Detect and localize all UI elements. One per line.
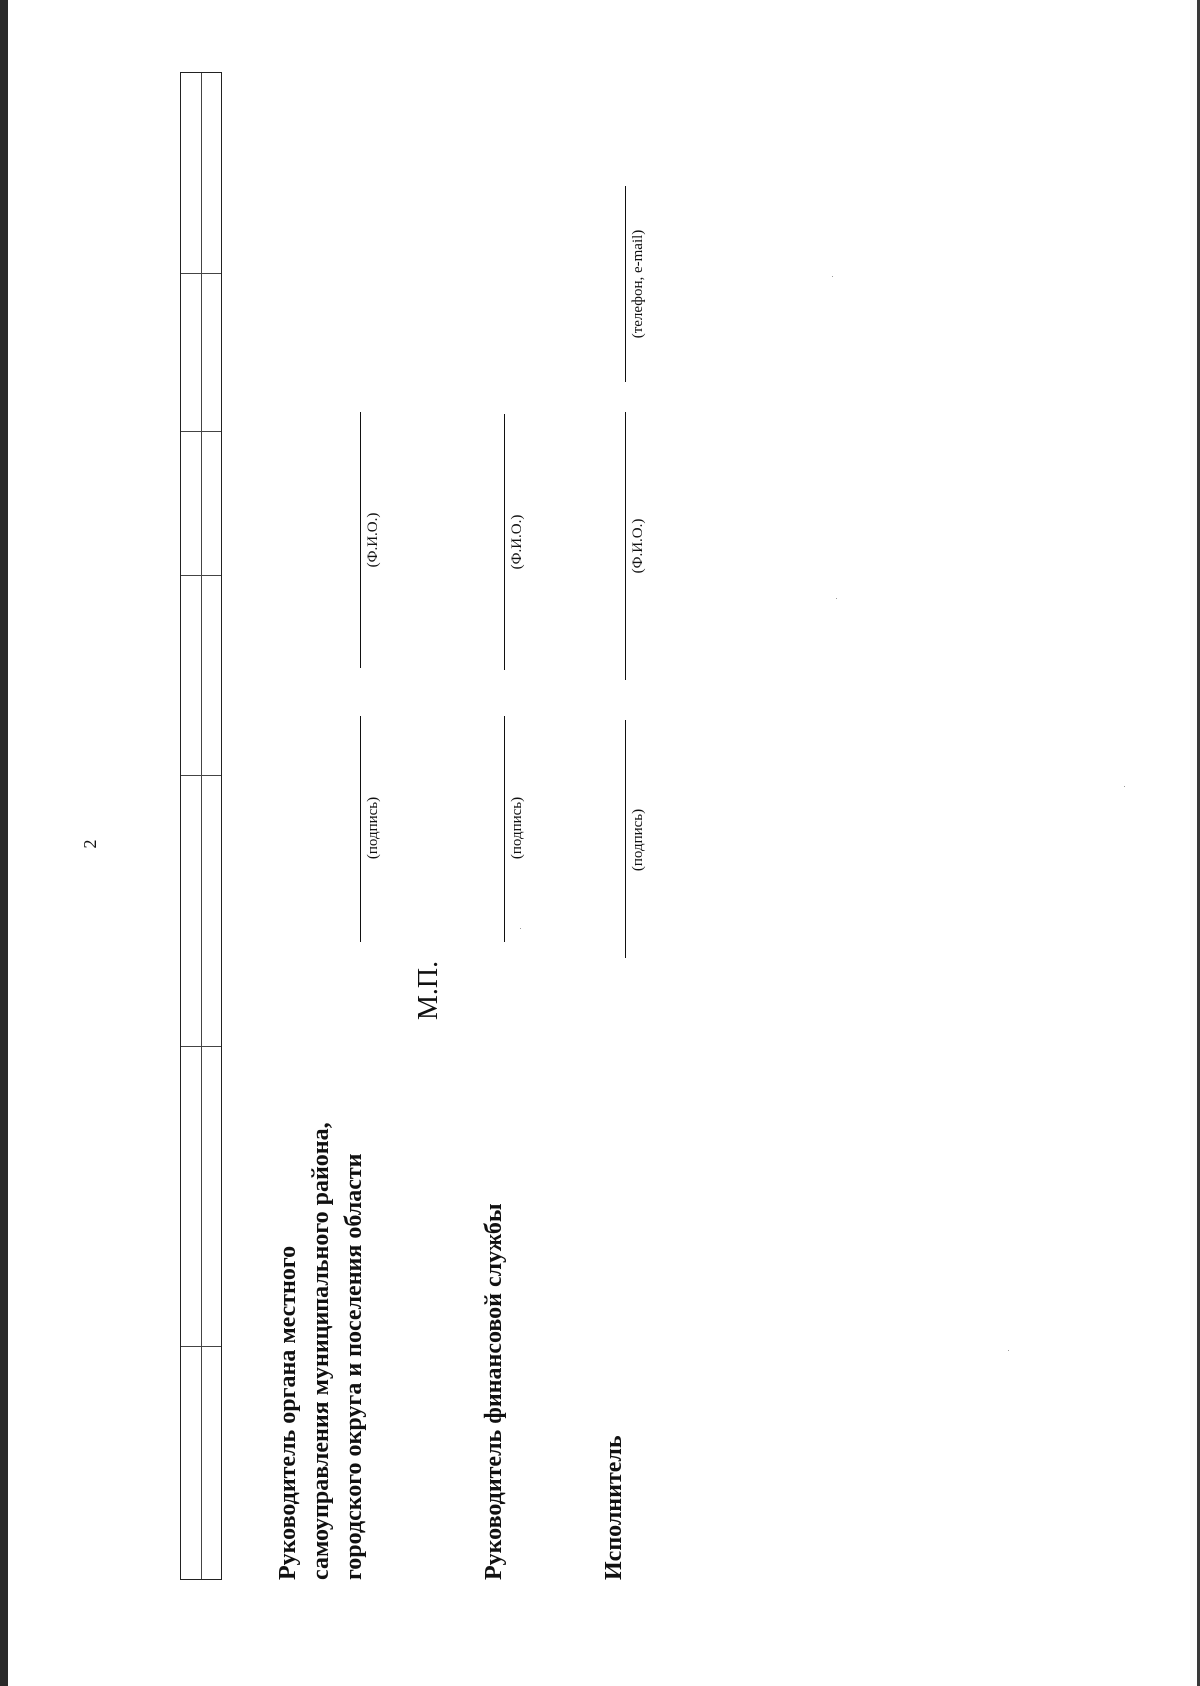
table-row-divider	[181, 1346, 221, 1347]
signature-line	[625, 720, 626, 958]
table-row-divider	[181, 575, 221, 576]
stamp-placeholder: М.П.	[413, 960, 444, 1020]
name-caption: (Ф.И.О.)	[630, 518, 646, 574]
head-of-government-title-line-1: Руководитель органа местного	[275, 1245, 301, 1580]
contact-line	[625, 186, 626, 382]
head-of-finance-title: Руководитель финансовой службы	[481, 1203, 507, 1580]
signature-line	[360, 716, 361, 942]
table-row-divider	[181, 273, 221, 274]
page-number: 2	[80, 839, 100, 849]
executor-title: Исполнитель	[601, 1435, 627, 1580]
name-caption: (Ф.И.О.)	[509, 514, 525, 570]
scan-speck	[1124, 786, 1125, 787]
scan-border-left	[0, 0, 8, 1686]
scan-speck	[520, 928, 521, 929]
name-caption: (Ф.И.О.)	[365, 512, 381, 568]
name-line	[625, 412, 626, 680]
empty-table	[180, 72, 222, 1580]
table-row-divider	[181, 1046, 221, 1047]
name-line	[504, 414, 505, 670]
scan-speck	[832, 276, 833, 277]
scan-speck	[1008, 1350, 1009, 1351]
scan-speck	[836, 598, 837, 599]
table-row-divider	[181, 775, 221, 776]
signature-caption: (подпись)	[509, 796, 525, 860]
head-of-government-title-line-3: городского округа и поселения области	[341, 1153, 367, 1580]
contact-caption: (телефон, e-mail)	[630, 229, 646, 339]
signature-line	[504, 716, 505, 942]
table-row-divider	[181, 431, 221, 432]
signature-caption: (подпись)	[630, 808, 646, 872]
signature-caption: (подпись)	[365, 796, 381, 860]
table-column-divider	[201, 73, 202, 1579]
head-of-government-title-line-2: самоуправления муниципального района,	[308, 1122, 334, 1580]
name-line	[360, 412, 361, 668]
